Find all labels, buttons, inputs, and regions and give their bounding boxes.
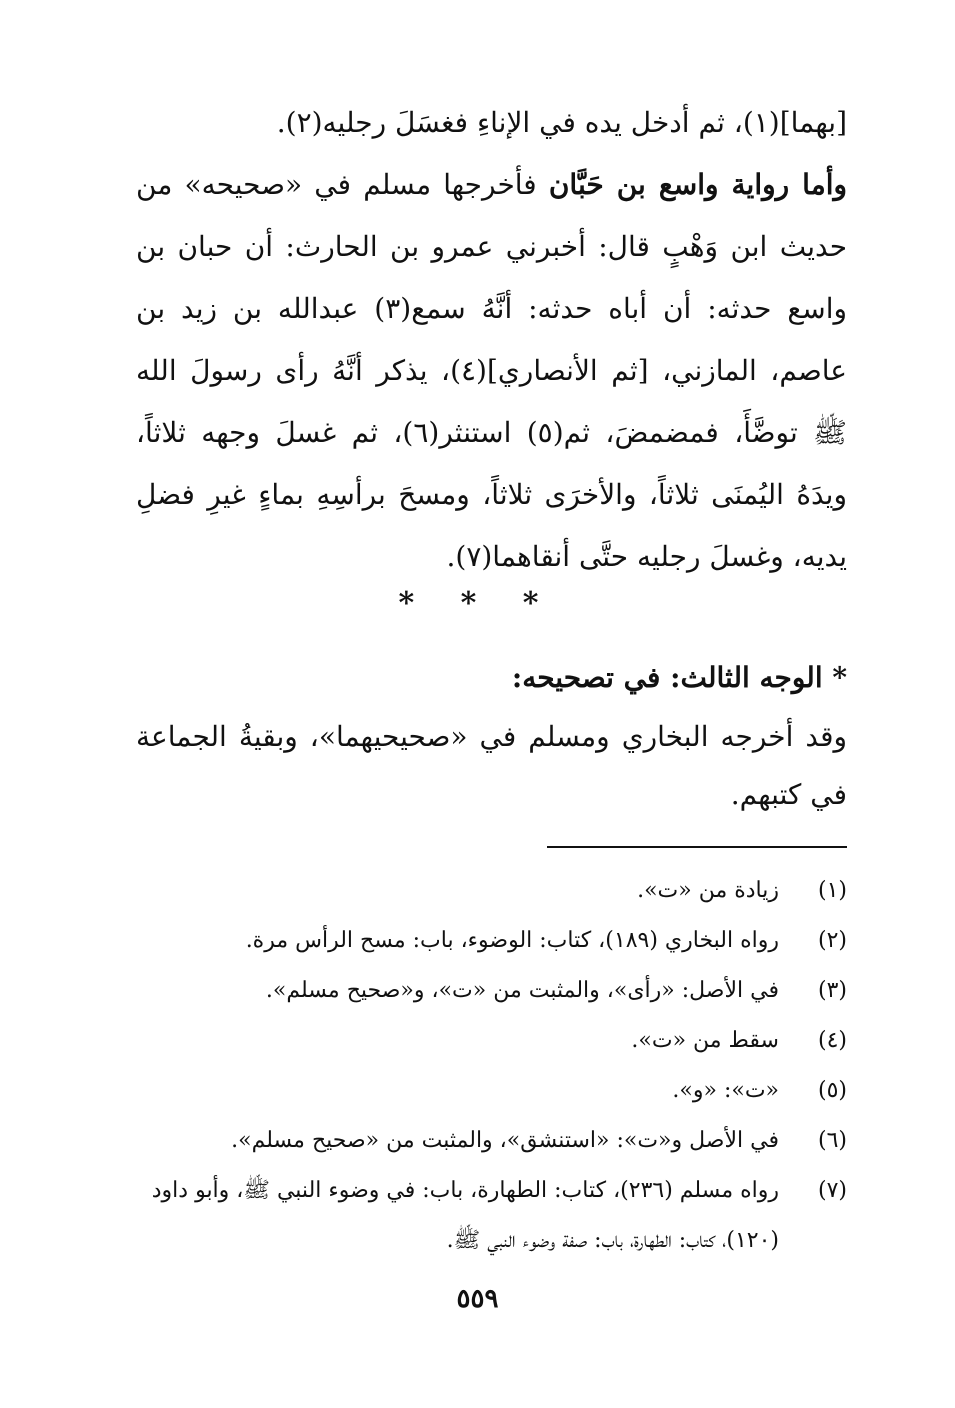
footnote-text: «ت»: «و».: [672, 1078, 779, 1103]
footnote-text: في الأصل و«ت»: «استنشق»، والمثبت من «صحيح مسلم».: [231, 1128, 779, 1153]
footnotes-list: [136, 866, 847, 1266]
section-body: وقد أخرجه البخاري ومسلم في «صحيحيهما»، وبقيةُ الجماعة في كتبهم.: [136, 720, 847, 811]
section-separator: * * *: [398, 586, 557, 621]
footnote-text: رواه مسلم (٢٣٦)، كتاب: الطهارة، باب: في وضوء النبي ﷺ، وأبو داود (١٢٠)، كتاب: الطهارة، باب: صفة وضوء النبي ﷺ.: [151, 1178, 779, 1253]
footnote-number: (٦): [817, 1128, 847, 1153]
main-text: [136, 92, 847, 588]
section-heading: * الوجه الثالث: في تصحيحه:: [511, 661, 847, 694]
paragraph-2-lead: وأما رواية واسع بن حَبَّان: [548, 168, 847, 201]
footnote-5: [136, 1066, 847, 1116]
footnote-number: (٥): [817, 1078, 847, 1103]
footnote-text: سقط من «ت».: [631, 1028, 779, 1053]
footnote-2: [136, 916, 847, 966]
footnote-text: في الأصل: «رأى»، والمثبت من «ت»، و«صحيح مسلم».: [265, 978, 779, 1003]
footnote-divider: [547, 846, 847, 848]
footnote-text: زيادة من «ت».: [637, 878, 779, 903]
footnote-number: (٢): [817, 928, 847, 953]
footnote-1: [136, 866, 847, 916]
footnote-number: (٣): [817, 978, 847, 1003]
footnote-number: (٧): [817, 1178, 847, 1203]
paragraph-2-text: فأخرجها مسلم في «صحيحه» من حديث ابن وَهْبٍ قال: أخبرني عمرو بن الحارث: أن حبان بن واسع حدثه: أن أباه حدثه: أنَّهُ سمع(٣) عبدالله بن زيد بن عاصم، المازني، [ثم الأنصاري](٤)، يذكر أنَّهُ رأى رسولَ الله ﷺ توضَّأَ، فمضمضَ، ثم(٥) استنثر(٦)، ثم غسلَ وجهه ثلاثاً، ويدَهُ اليُمنَى ثلاثاً، والأخرَى ثلاثاً، ومسحَ برأسِهِ بماءٍ غيرِ فضلِ يديه، وغسلَ رجليه حتَّى أنقاهما(٧).: [136, 168, 848, 573]
footnote-3: [136, 966, 847, 1016]
footnote-number: (١): [817, 878, 847, 903]
footnote-7: [136, 1166, 847, 1266]
footnote-6: [136, 1116, 847, 1166]
paragraph-1: [136, 92, 847, 154]
paragraph-2: [136, 154, 847, 588]
footnote-number: (٤): [817, 1028, 847, 1053]
paragraph-1-text: [بهما](١)، ثم أدخل يده في الإناءِ فغسَلَ رجليه(٢).: [276, 106, 847, 139]
page-number: ٥٥٩: [456, 1284, 499, 1314]
footnote-4: [136, 1016, 847, 1066]
footnote-text: رواه البخاري (١٨٩)، كتاب: الوضوء، باب: مسح الرأس مرة.: [245, 928, 779, 953]
